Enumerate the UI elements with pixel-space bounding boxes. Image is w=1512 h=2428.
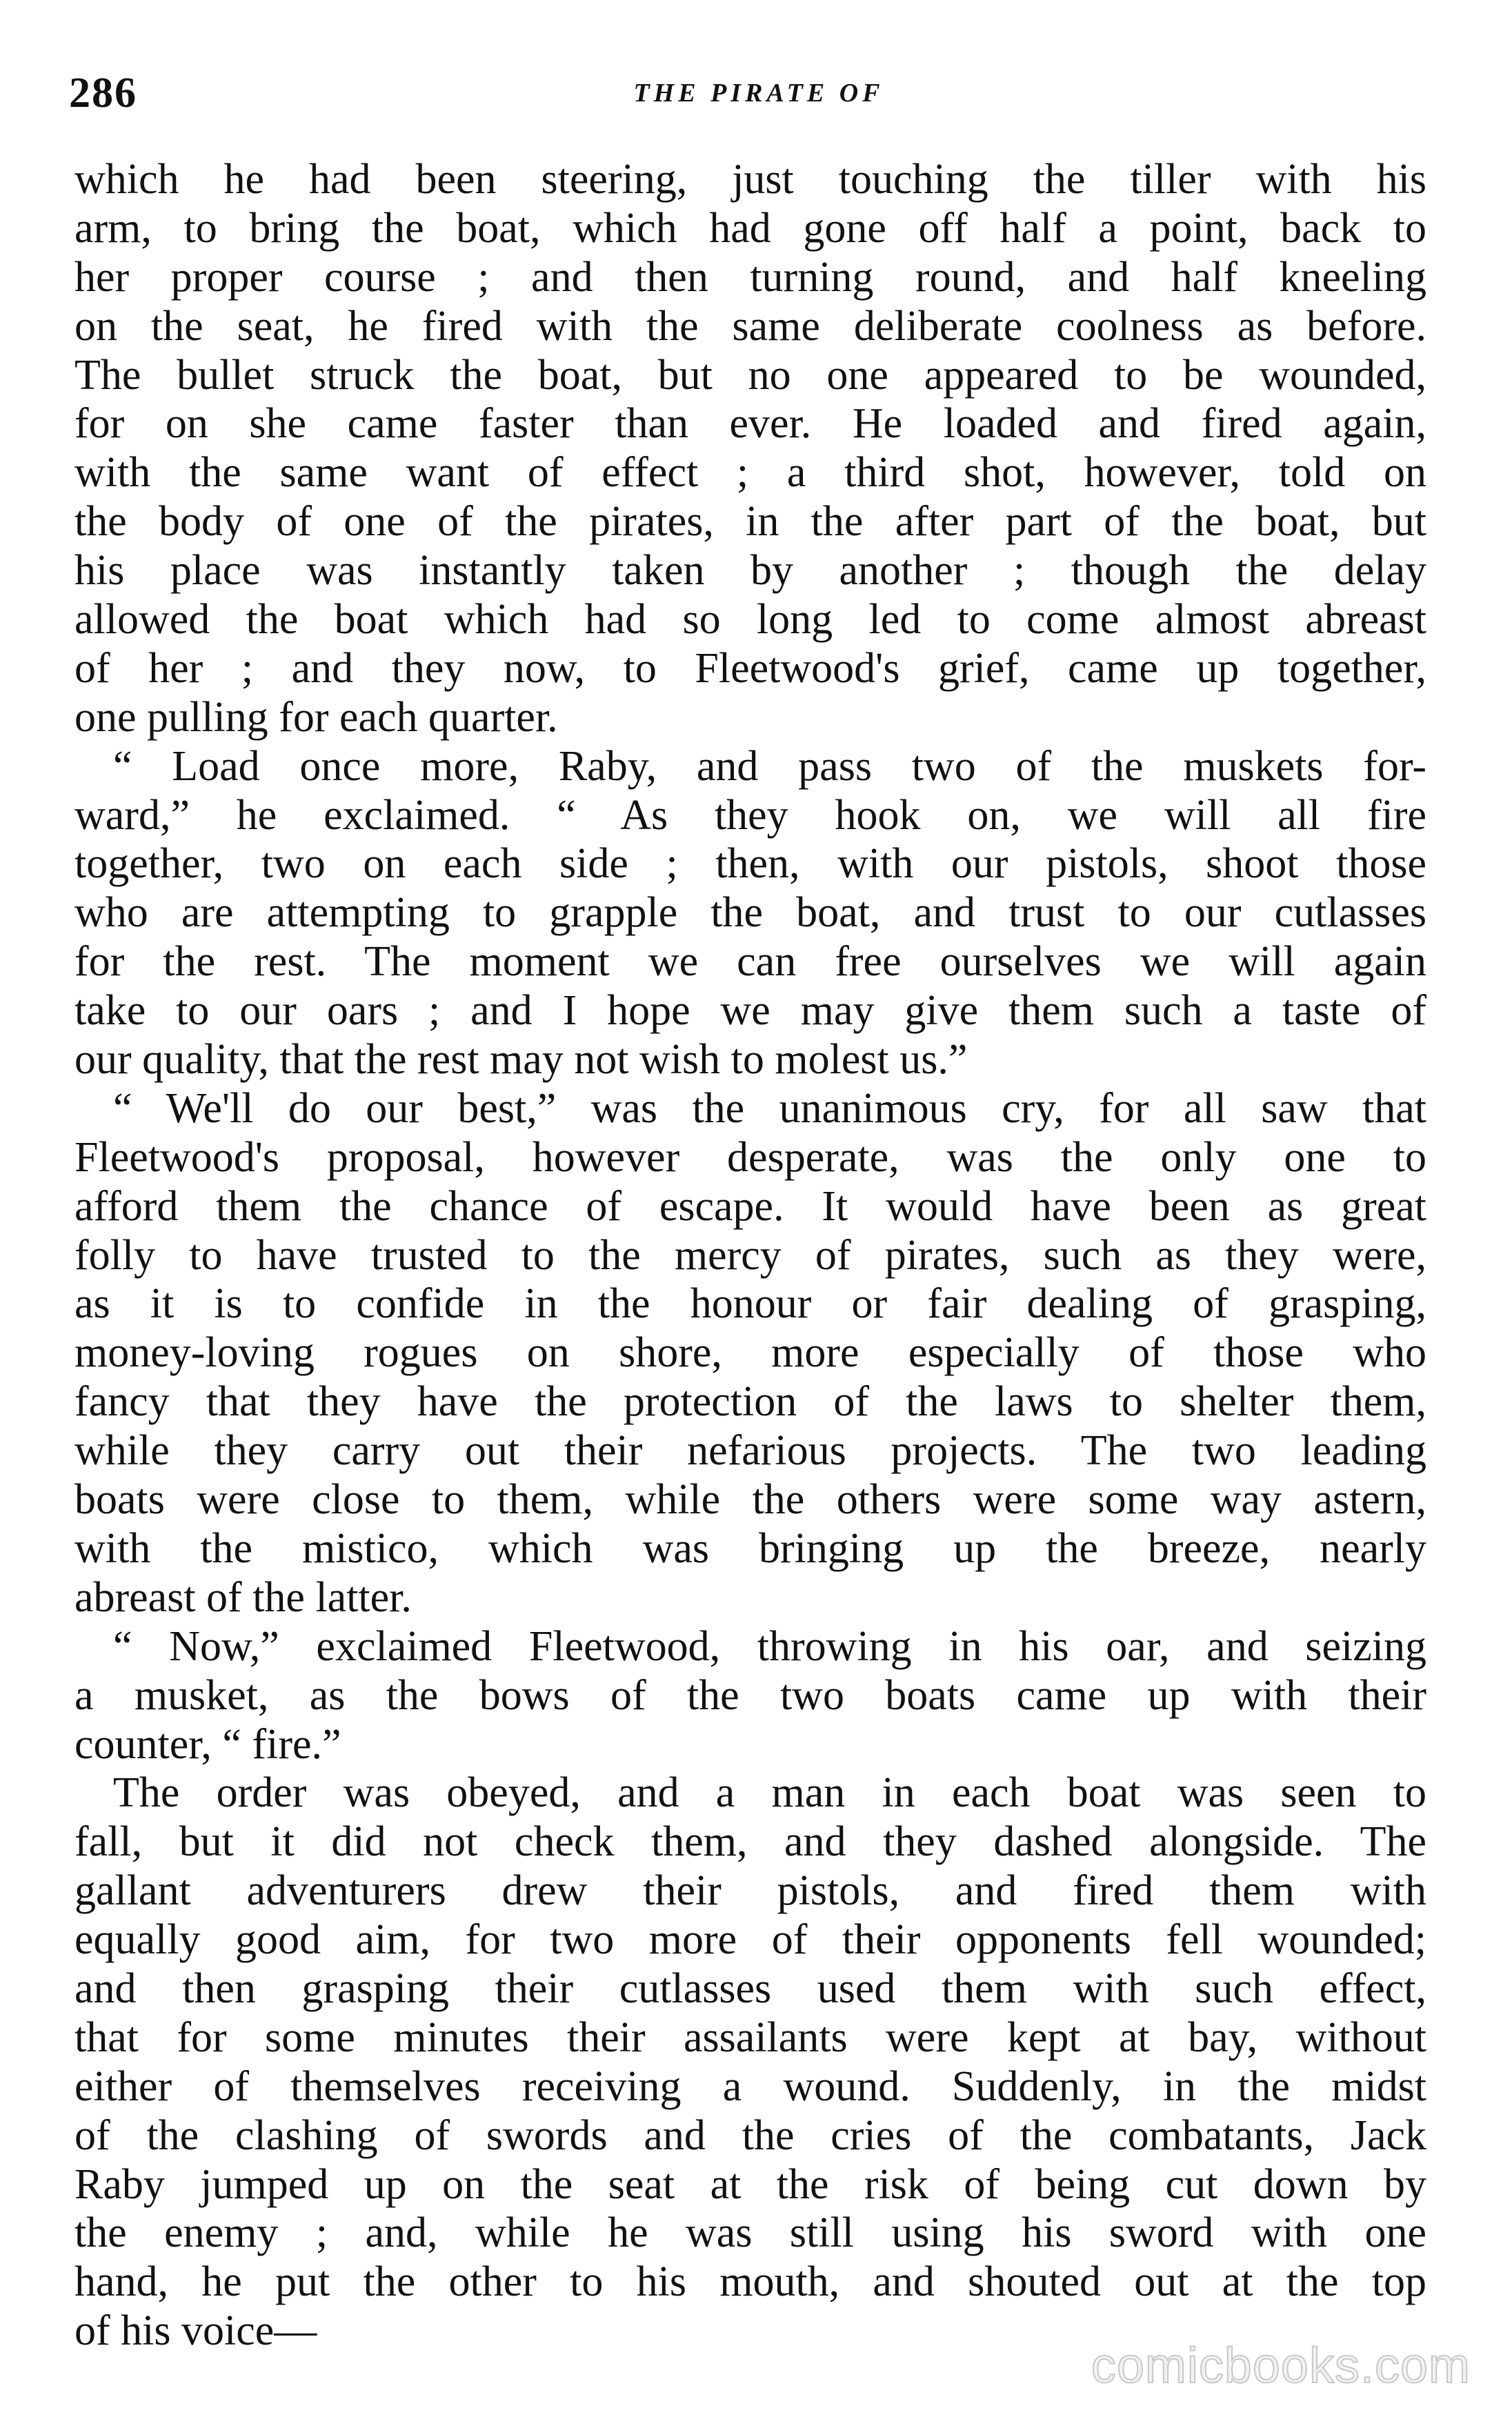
- text-line: Raby jumped up on the seat at the risk of being cut down by: [74, 2160, 1426, 2208]
- text-line: “ Now,” exclaimed Fleetwood, throwing in his oar, and seizing: [113, 1622, 1426, 1670]
- text-line: and then grasping their cutlasses used them with such effect,: [74, 1964, 1426, 2012]
- text-line: the body of one of the pirates, in the after part of the boat, but: [74, 498, 1426, 546]
- text-line: who are attempting to grapple the boat, and trust to our cutlasses: [74, 889, 1426, 937]
- text-line: allowed the boat which had so long led to come almost abreast: [74, 596, 1426, 644]
- text-line: that for some minutes their assailants were kept at bay, without: [74, 2013, 1426, 2061]
- text-line: our quality, that the rest may not wish to molest us.”: [74, 1036, 968, 1084]
- text-line: Fleetwood's proposal, however desperate, was the only one to: [74, 1133, 1426, 1181]
- text-line: a musket, as the bows of the two boats came up with their: [74, 1671, 1426, 1719]
- running-head: [69, 66, 1449, 121]
- text-line: with the mistico, which was bringing up the breeze, nearly: [74, 1524, 1426, 1572]
- text-line: “ Load once more, Raby, and pass two of the muskets for-: [113, 742, 1426, 790]
- text-line: The order was obeyed, and a man in each boat was seen to: [113, 1769, 1426, 1817]
- page-number: 286: [69, 70, 137, 117]
- text-line: for the rest. The moment we can free ourselves we will again: [74, 938, 1426, 986]
- text-line: his place was instantly taken by another ; though the delay: [74, 547, 1426, 595]
- text-line: her proper course ; and then turning round, and half kneeling: [74, 253, 1426, 301]
- text-line: counter, “ fire.”: [74, 1720, 341, 1768]
- text-line: either of themselves receiving a wound. Suddenly, in the midst: [74, 2062, 1426, 2110]
- text-line: of his voice—: [74, 2307, 317, 2355]
- text-line: “ We'll do our best,” was the unanimous cry, for all saw that: [113, 1084, 1426, 1132]
- text-line: The bullet struck the boat, but no one appeared to be wounded,: [74, 351, 1426, 399]
- text-line: hand, he put the other to his mouth, and shouted out at the top: [74, 2258, 1426, 2306]
- text-line: equally good aim, for two more of their opponents fell wounded;: [74, 1916, 1426, 1964]
- text-line: fancy that they have the protection of the laws to shelter them,: [74, 1378, 1426, 1426]
- running-title: THE PIRATE OF: [633, 79, 884, 108]
- text-line: as it is to confide in the honour or fair dealing of grasping,: [74, 1280, 1426, 1328]
- text-line: the enemy ; and, while he was still using his sword with one: [74, 2209, 1426, 2257]
- text-line: for on she came faster than ever. He loaded and fired again,: [74, 400, 1426, 448]
- text-line: on the seat, he fired with the same deliberate coolness as before.: [74, 302, 1426, 350]
- text-line: gallant adventurers drew their pistols, and fired them with: [74, 1867, 1426, 1915]
- text-line: take to our oars ; and I hope we may give them such a taste of: [74, 987, 1426, 1035]
- text-line: abreast of the latter.: [74, 1573, 412, 1621]
- text-line: ward,” he exclaimed. “ As they hook on, we will all fire: [74, 791, 1426, 839]
- text-line: arm, to bring the boat, which had gone off half a point, back to: [74, 204, 1426, 252]
- text-line: boats were close to them, while the others were some way astern,: [74, 1476, 1426, 1524]
- text-line: fall, but it did not check them, and they dashed alongside. The: [74, 1818, 1426, 1866]
- text-line: together, two on each side ; then, with our pistols, shoot those: [74, 840, 1426, 888]
- text-line: of her ; and they now, to Fleetwood's grief, came up together,: [74, 644, 1426, 692]
- text-line: folly to have trusted to the mercy of pirates, such as they were,: [74, 1231, 1426, 1279]
- watermark: comicbooks.com: [1091, 2338, 1471, 2394]
- text-line: while they carry out their nefarious projects. The two leading: [74, 1427, 1426, 1475]
- text-line: of the clashing of swords and the cries of the combatants, Jack: [74, 2111, 1426, 2159]
- text-line: one pulling for each quarter.: [74, 693, 558, 741]
- text-line: afford them the chance of escape. It would have been as great: [74, 1182, 1426, 1230]
- text-line: money-loving rogues on shore, more especially of those who: [74, 1329, 1426, 1377]
- text-line: with the same want of effect ; a third shot, however, told on: [74, 449, 1426, 497]
- body-text: [74, 155, 1426, 2356]
- text-line: which he had been steering, just touching the tiller with his: [74, 156, 1426, 203]
